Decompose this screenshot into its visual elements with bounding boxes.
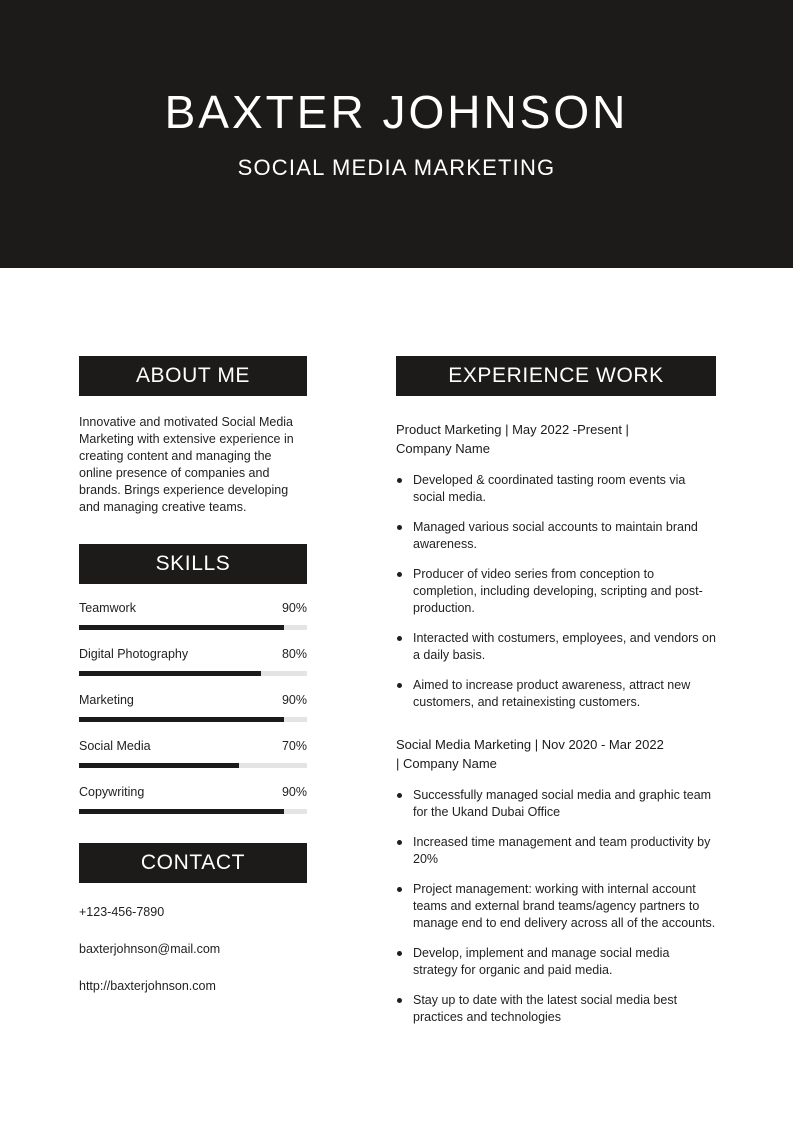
skill-label: Copywriting [79,785,145,799]
section-heading-skills: SKILLS [79,544,307,584]
page-title: BAXTER JOHNSON [164,86,629,138]
job-bullet: Interacted with costumers, employees, and vendors on a daily basis. [396,630,716,664]
left-column [79,356,307,1016]
job-bullet: Managed various social accounts to maintain brand awareness. [396,519,716,553]
skill-progress-track [79,625,307,630]
skill-progress-track [79,763,307,768]
job-bullet: Develop, implement and manage social media strategy for organic and paid media. [396,945,716,979]
skill-value: 90% [281,601,307,615]
skill-label: Social Media [79,739,151,753]
header-subtitle: SOCIAL MEDIA MARKETING [237,155,556,180]
skill-progress-fill [79,763,239,768]
skill-label: Teamwork [79,601,136,615]
skill-value: 70% [281,739,307,753]
contact-phone: +123-456-7890 [79,905,165,919]
contact-list [79,905,307,994]
job-bullet: Increased time management and team productivity by 20% [396,834,716,868]
skill-progress-fill [79,625,284,630]
job-title: Social Media Marketing | Nov 2020 - Mar 2022 | Company Name [396,737,664,771]
skill-label: Digital Photography [79,647,189,661]
job-bullet: Producer of video series from conception to completion, including developing, scripting and post-production. [396,566,716,617]
skill-progress-fill [79,671,261,676]
experience-job [396,420,716,711]
right-column [396,356,716,1039]
section-heading-experience: EXPERIENCE WORK [396,356,716,396]
skills-section [79,544,307,814]
section-heading-about: ABOUT ME [79,356,307,396]
job-bullet: Developed & coordinated tasting room events via social media. [396,472,716,506]
contact-website[interactable]: http://baxterjohnson.com [79,979,216,993]
header-banner [0,0,793,268]
skill-value: 90% [281,693,307,707]
job-bullets [396,787,716,1026]
job-bullet: Stay up to date with the latest social media best practices and technologies [396,992,716,1026]
job-bullet: Successfully managed social media and graphic team for the Ukand Dubai Office [396,787,716,821]
about-text: Innovative and motivated Social Media Marketing with extensive experience in creating content and managing the online presence of companies and brands. Brings experience developing and managing creative teams. [79,415,294,514]
skill-progress-track [79,671,307,676]
skill-item [79,739,307,768]
skill-item [79,693,307,722]
skill-progress-track [79,809,307,814]
skill-label: Marketing [79,693,134,707]
experience-job [396,735,716,1026]
skill-item [79,647,307,676]
section-heading-contact: CONTACT [79,843,307,883]
skill-progress-fill [79,717,284,722]
job-bullet: Aimed to increase product awareness, attract new customers, and retainexisting customers. [396,677,716,711]
contact-email[interactable]: baxterjohnson@mail.com [79,942,221,956]
job-bullets [396,472,716,711]
job-bullet: Project management: working with internal account teams and external brand teams/agency partners to manage end to end delivery across all of the accounts. [396,881,716,932]
skill-progress-track [79,717,307,722]
skill-value: 90% [281,785,307,799]
job-title: Product Marketing | May 2022 -Present | Company Name [396,422,629,456]
skill-item [79,785,307,814]
contact-section [79,843,307,994]
skill-progress-fill [79,809,284,814]
skill-value: 80% [281,647,307,661]
skill-item [79,601,307,630]
